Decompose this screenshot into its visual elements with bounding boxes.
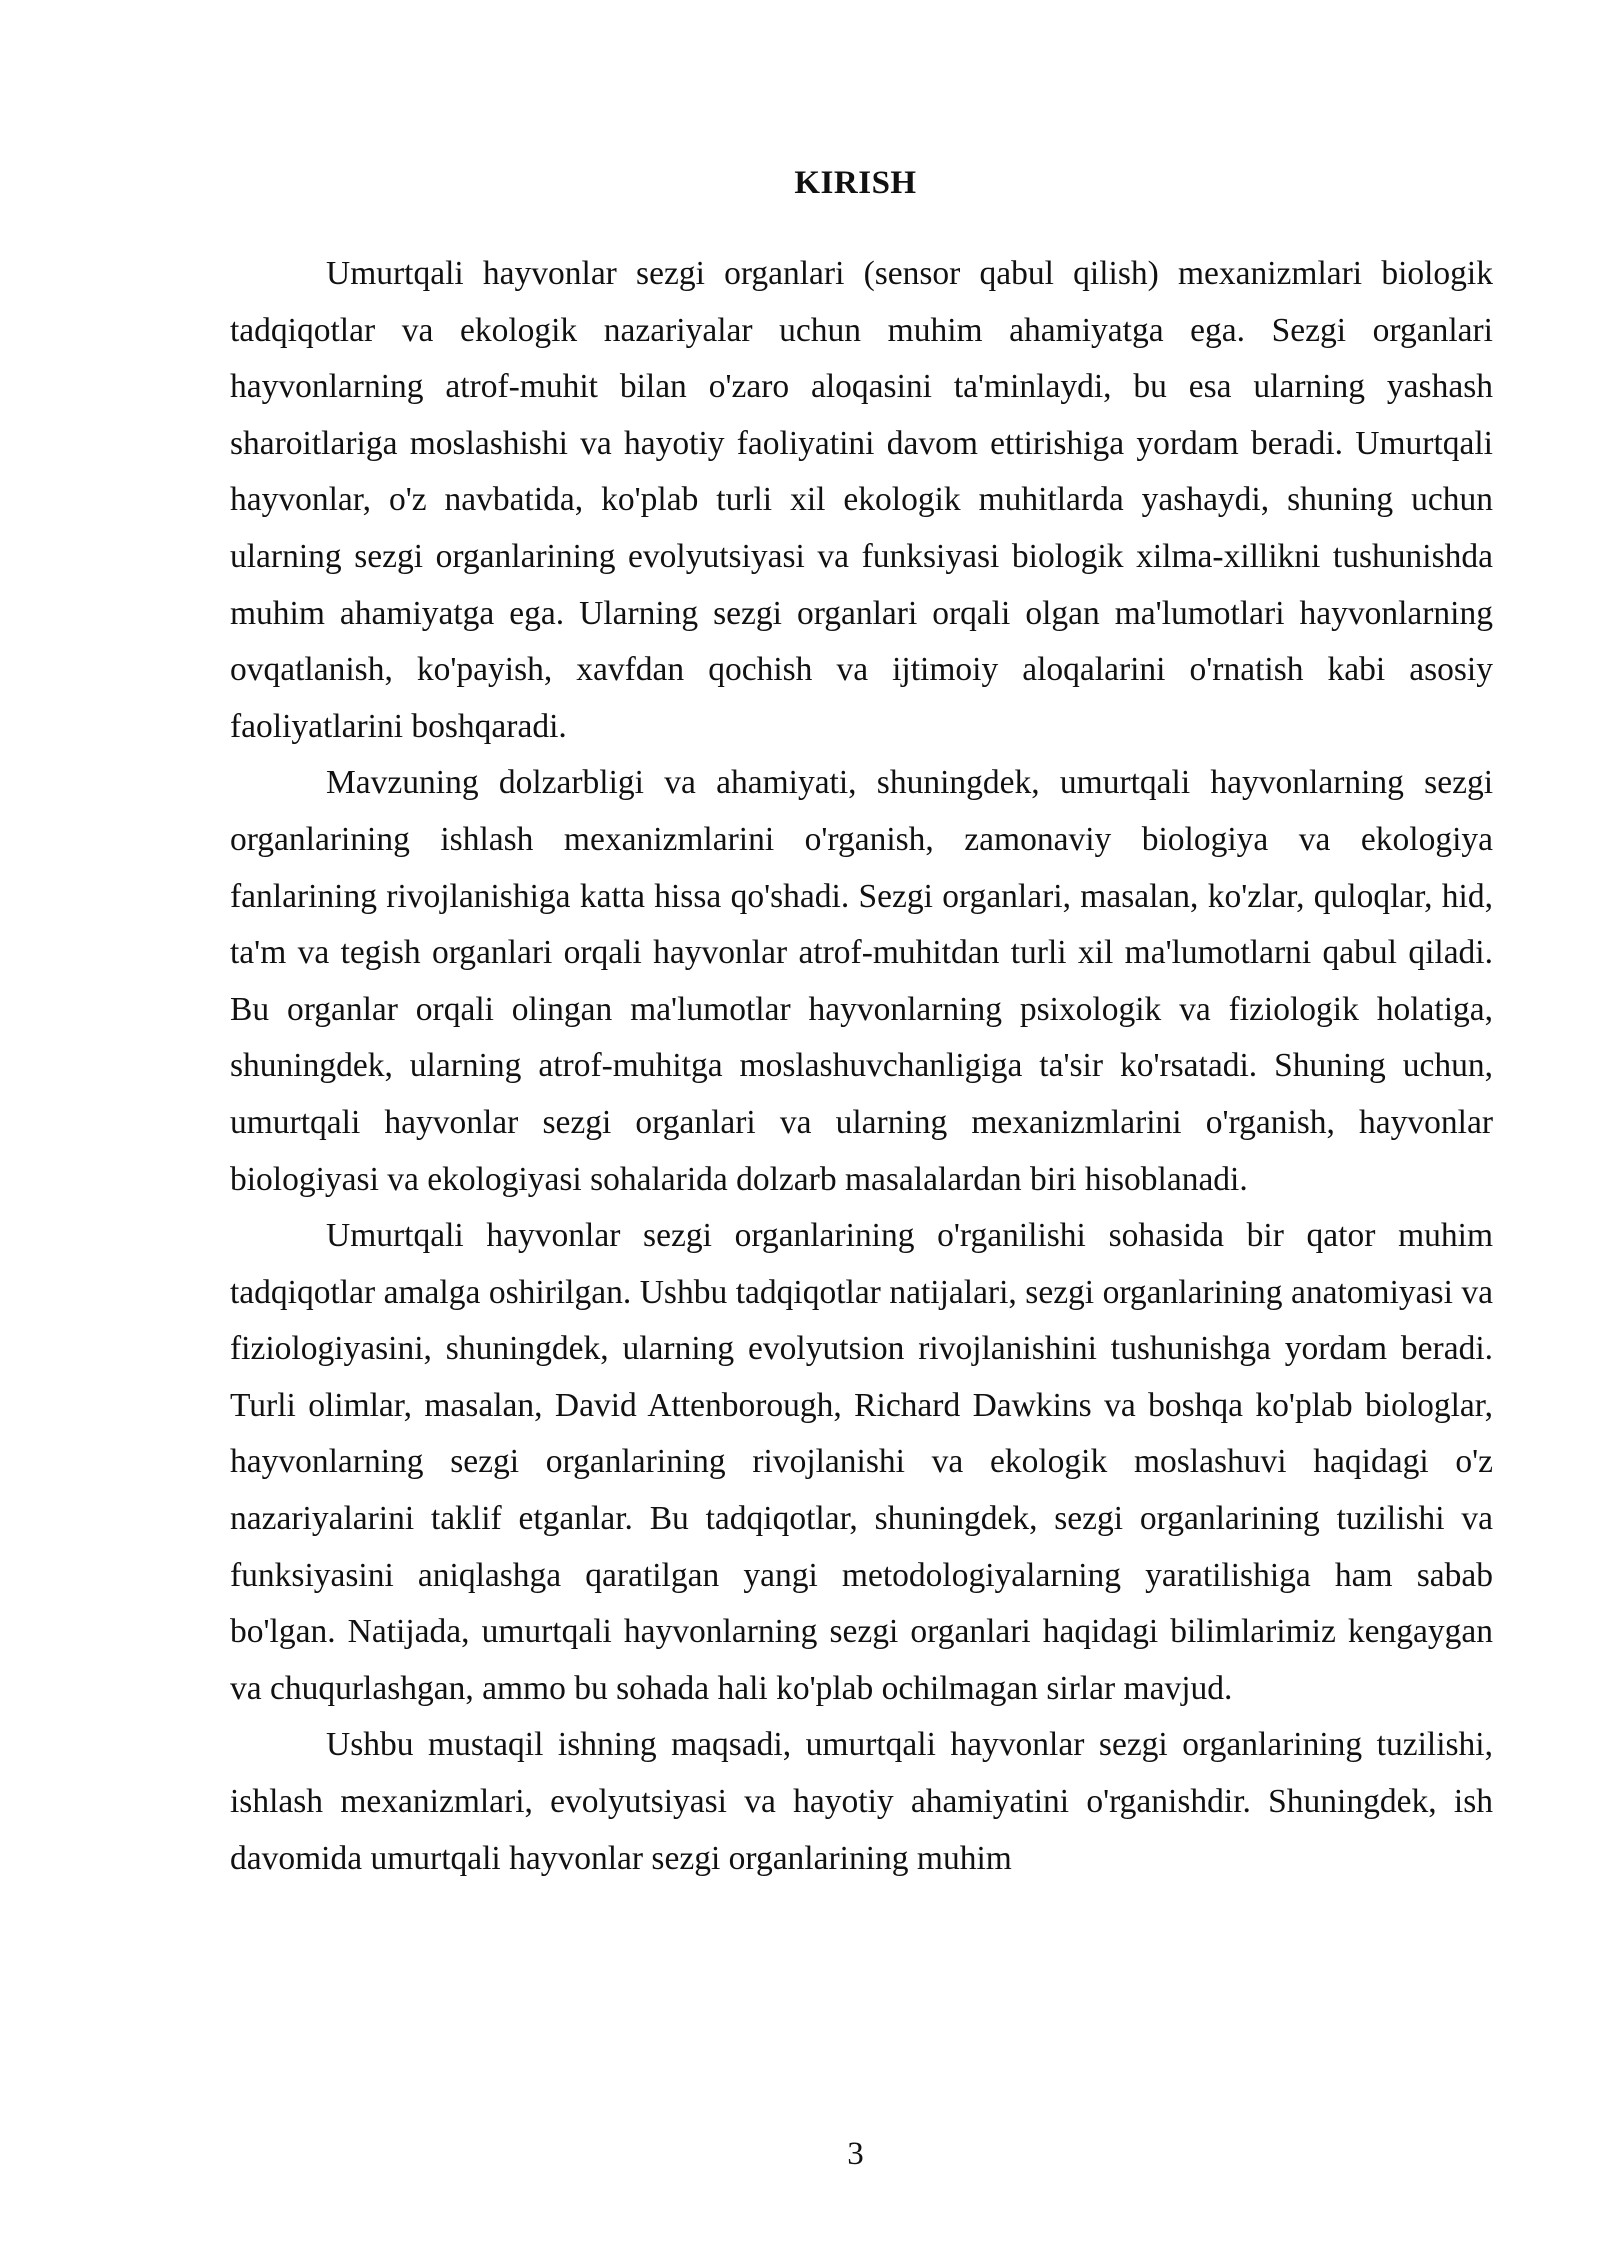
paragraph-objective: Ushbu mustaqil ishning maqsadi, umurtqali hayvonlar sezgi organlarining tuzilishi, ishlash mexanizmlari, evolyutsiyasi va hayotiy ahamiyatini o'rganishdir. Shuningdek, ish davomida umurtqali hayvonlar sezgi organlarining muhim <box>230 1726 1493 1877</box>
paragraph-research-review: Umurtqali hayvonlar sezgi organlarining o'rganilishi sohasida bir qator muhim tadqiqotlar amalga oshirilgan. Ushbu tadqiqotlar natijalari, sezgi organlarining anatomiyasi va fiziologiyasini, shuningdek, ularning evolyutsion rivojlanishini tushunishga yordam beradi. Turli olimlar, masalan, David Attenborough, Richard Dawkins va boshqa ko'plab biologlar, hayvonlarning sezgi organlarining rivojlanishi va ekologik moslashuvi haqidagi o'z nazariyalarini taklif etganlar. Bu tadqiqotlar, shuningdek, sezgi organlarining tuzilishi va funksiyasini aniqlashga qaratilgan yangi metodologiyalarning yaratilishiga ham sabab bo'lgan. Natijada, umurtqali hayvonlarning sezgi organlari haqidagi bilimlarimiz kengaygan va chuqurlashgan, ammo bu sohada hali ko'plab ochilmagan sirlar mavjud. <box>230 1217 1493 1707</box>
body-text <box>230 246 1493 1887</box>
paragraph-introduction: Umurtqali hayvonlar sezgi organlari (sensor qabul qilish) mexanizmlari biologik tadqiqotlar va ekologik nazariyalar uchun muhim ahamiyatga ega. Sezgi organlari hayvonlarning atrof-muhit bilan o'zaro aloqasini ta'minlaydi, bu esa ularning yashash sharoitlariga moslashishi va hayotiy faoliyatini davom ettirishiga yordam beradi. Umurtqali hayvonlar, o'z navbatida, ko'plab turli xil ekologik muhitlarda yashaydi, shuning uchun ularning sezgi organlarining evolyutsiyasi va funksiyasi biologik xilma-xillikni tushunishda muhim ahamiyatga ega. Ularning sezgi organlari orqali olgan ma'lumotlari hayvonlarning ovqatlanish, ko'payish, xavfdan qochish va ijtimoiy aloqalarini o'rnatish kabi asosiy faoliyatlarini boshqaradi. <box>230 255 1493 745</box>
section-heading: KIRISH <box>794 165 917 201</box>
page-number: 3 <box>847 2136 864 2172</box>
paragraph-relevance: Mavzuning dolzarbligi va ahamiyati, shuningdek, umurtqali hayvonlarning sezgi organlarining ishlash mexanizmlarini o'rganish, zamonaviy biologiya va ekologiya fanlarining rivojlanishiga katta hissa qo'shadi. Sezgi organlari, masalan, ko'zlar, quloqlar, hid, ta'm va tegish organlari orqali hayvonlar atrof-muhitdan turli xil ma'lumotlarni qabul qiladi. Bu organlar orqali olingan ma'lumotlar hayvonlarning psixologik va fiziologik holatiga, shuningdek, ularning atrof-muhitga moslashuvchanligiga ta'sir ko'rsatadi. Shuning uchun, umurtqali hayvonlar sezgi organlari va ularning mexanizmlarini o'rganish, hayvonlar biologiyasi va ekologiyasi sohalarida dolzarb masalalardan biri hisoblanadi. <box>230 764 1493 1198</box>
